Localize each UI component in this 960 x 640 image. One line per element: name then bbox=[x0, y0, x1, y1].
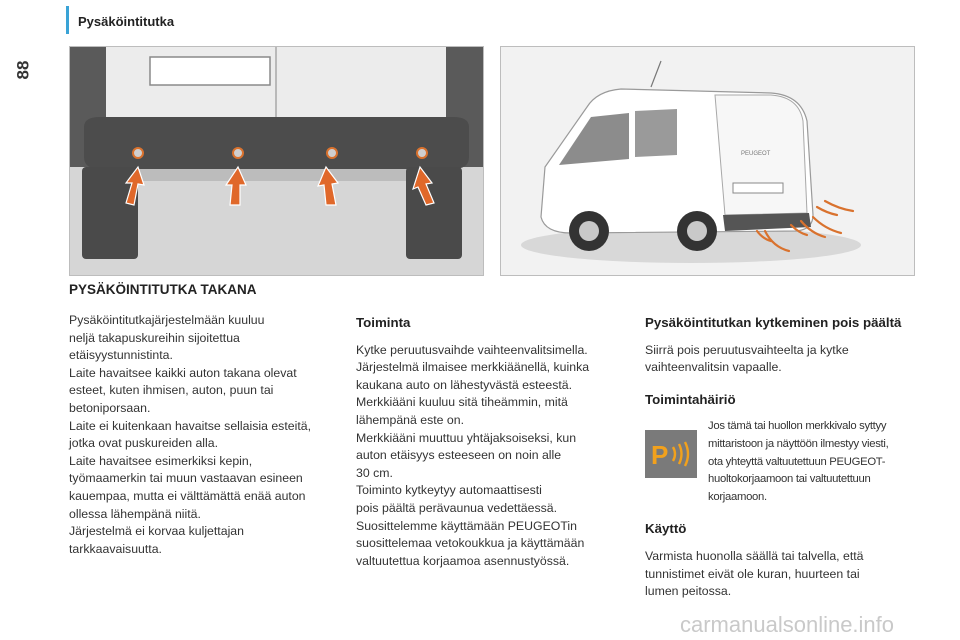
van-parking-sensors-illustration bbox=[500, 46, 915, 276]
sensor-3 bbox=[327, 148, 337, 158]
sensor-2 bbox=[233, 148, 243, 158]
sensor-4 bbox=[417, 148, 427, 158]
usage-heading: Käyttö bbox=[645, 521, 687, 537]
operation-text: Kytke peruutusvaihde vaihteenvalitsimella. Järjestelmä ilmaisee merkkiäänellä, kuinka kaukana auto on lähestyvästä esteestä. Merkkiääni kuuluu sitä tiheämmin, mitä lähempänä este on. Merkkiääni muuttuu yhtäjaksoiseksi, kun auton etäisyys esteeseen on noin alle 30 cm. Toiminto kytkeytyy automaattisesti pois päältä perävaunua vedettäessä. Suosittelemme käyttämään PEUGEOTin suosittelemaa vetokoukkua ja käyttämään valtuutettua korjaamoa asennustyössä. bbox=[356, 342, 590, 568]
rear-bumper-svg bbox=[70, 47, 483, 275]
right-mudflap bbox=[406, 167, 462, 259]
license-plate bbox=[150, 57, 270, 85]
svg-text:P: P bbox=[651, 440, 669, 470]
section-title: PYSÄKÖINTITUTKA TAKANA bbox=[69, 282, 257, 297]
watermark: carmanualsonline.info bbox=[680, 612, 895, 637]
parking-sensor-glyph-icon bbox=[649, 439, 693, 469]
van-badge: PEUGEOT bbox=[741, 151, 771, 157]
wave-7 bbox=[825, 201, 853, 211]
antenna bbox=[651, 61, 661, 87]
usage-text: Varmista huonolla säällä tai talvella, että tunnistimet eivät ole kuran, huurteen tai lumen peitossa. bbox=[645, 548, 864, 599]
wave-5 bbox=[813, 217, 841, 233]
page-header-title: Pysäköintitutka bbox=[78, 14, 175, 29]
column-operation bbox=[356, 314, 626, 570]
page-number: 88 bbox=[13, 60, 33, 80]
disable-text: Siirrä pois peruutusvaihteelta ja kytke vaihteenvalitsin vapaalle. bbox=[645, 342, 849, 375]
malfunction-warning bbox=[645, 418, 925, 506]
rear-bumper-sensors-illustration bbox=[69, 46, 484, 276]
malfunction-warning-text: Jos tämä tai huollon merkkivalo syttyy mittaristoon ja näyttöön ilmestyy viesti, ota yhteyttä valtuutettuun PEUGEOT- huoltokorjaamoon tai valtuutettuun korjaamoon. bbox=[708, 420, 889, 503]
intro-text: Pysäköintitutkajärjestelmään kuuluu neljä takapuskureihin sijoitettua etäisyystunnistinta. Laite havaitsee kaikki auton takana olevat esteet, kuten ihmisen, auton, puun tai betoniporsaan. Laite ei kuitenkaan havaitse sellaisia esteitä, jotka ovat puskureiden alla. Laite havaitsee esimerkiksi kepin, työmaamerkin tai muun vastaavan esineen kauempaa, mutta ei välttämättä enää auton ollessa lähempänä niitä. Järjestelmä ei korvaa kuljettajan tarkkaavaisuutta. bbox=[69, 313, 311, 556]
column-disable-malfunction-use bbox=[645, 314, 925, 601]
header-accent-bar bbox=[66, 6, 69, 34]
ground-shadow bbox=[138, 169, 406, 181]
rear-rim bbox=[687, 221, 707, 241]
wave-6 bbox=[817, 207, 837, 215]
van-plate bbox=[733, 183, 783, 193]
bumper bbox=[84, 117, 469, 169]
van-svg bbox=[501, 47, 914, 275]
disable-heading: Pysäköintitutkan kytkeminen pois päältä bbox=[645, 315, 902, 330]
side-window bbox=[635, 109, 677, 157]
front-rim bbox=[579, 221, 599, 241]
operation-heading: Toiminta bbox=[356, 315, 411, 330]
sensor-1 bbox=[133, 148, 143, 158]
column-intro bbox=[69, 312, 341, 558]
parking-sensor-warning-icon bbox=[645, 430, 697, 478]
malfunction-heading: Toimintahäiriö bbox=[645, 391, 736, 407]
